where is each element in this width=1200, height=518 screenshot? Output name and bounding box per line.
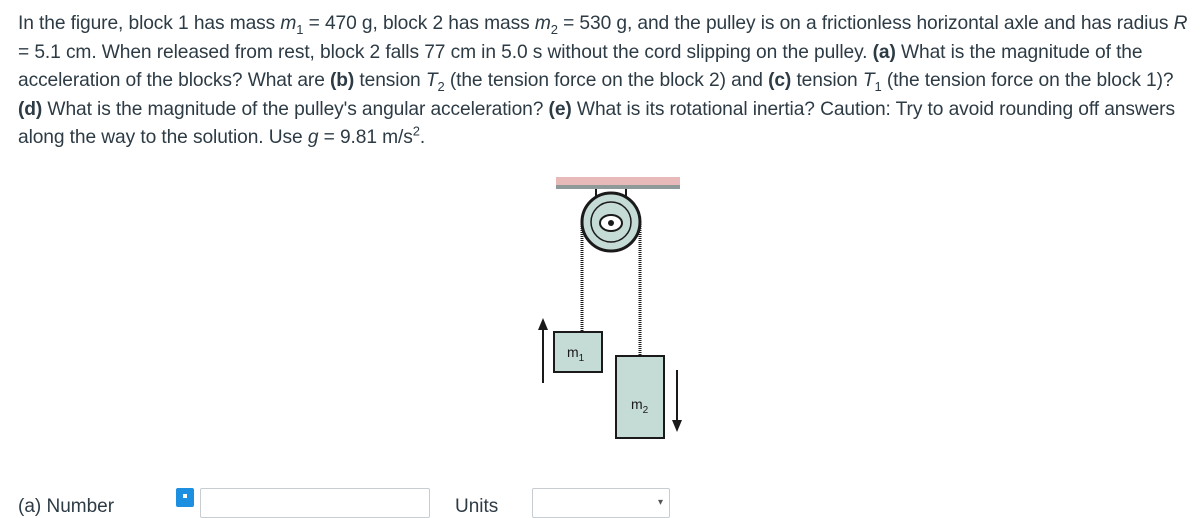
- info-icon[interactable]: [176, 488, 194, 507]
- problem-text: = 5.1 cm. When released from rest, block 2 falls 77 cm in 5.0 s without the cord slipping on the pulley.: [18, 41, 873, 63]
- pulley-axle: [608, 220, 614, 226]
- pulley-figure: [530, 170, 690, 445]
- subscript: 2: [437, 78, 445, 94]
- problem-statement: [18, 10, 1188, 153]
- problem-text: In the figure, block 1 has mass: [18, 13, 281, 34]
- part-d-label: (d): [18, 98, 43, 120]
- problem-text: (the tension force on the block 2) and: [444, 70, 769, 91]
- symbol-m1: m: [280, 13, 297, 34]
- problem-text: What is the magnitude of the acceleration of the blocks? What are: [18, 41, 1143, 91]
- part-e-label: (e): [548, 98, 572, 120]
- down-arrow-icon: [672, 420, 682, 432]
- units-select[interactable]: [532, 488, 670, 518]
- symbol-t1: T: [862, 70, 875, 91]
- problem-text: What is the magnitude of the pulley's angular acceleration?: [42, 98, 549, 120]
- problem-text: = 470 g, block 2 has mass: [303, 13, 535, 34]
- superscript: 2: [412, 123, 420, 139]
- part-a-number-label: (a) Number: [18, 496, 115, 517]
- part-a-label: (a): [872, 41, 896, 63]
- part-c-label: (c): [768, 70, 792, 91]
- problem-text: .: [419, 127, 426, 148]
- answer-row-a: [0, 488, 1200, 517]
- problem-text: tension: [354, 70, 426, 91]
- subscript: 1: [874, 78, 882, 94]
- units-label: Units: [455, 496, 499, 517]
- subscript: 2: [550, 21, 558, 37]
- problem-text: = 9.81 m/s: [318, 127, 413, 148]
- problem-text: (the tension force on the block 1)?: [881, 70, 1174, 91]
- number-input[interactable]: [200, 488, 430, 518]
- block-1-label: $m_1$: [567, 344, 585, 364]
- problem-text: tension: [791, 70, 863, 91]
- ceiling-bar: [556, 185, 680, 189]
- symbol-r: R: [1173, 13, 1188, 34]
- subscript: 1: [296, 21, 304, 37]
- symbol-g: g: [307, 127, 319, 148]
- part-b-label: (b): [330, 70, 355, 91]
- block-2-label: $m_2$: [631, 396, 649, 416]
- problem-text: = 530 g, and the pulley is on a frictionless horizontal axle and has radius: [557, 13, 1174, 34]
- symbol-m2: m: [534, 13, 551, 34]
- chevron-down-icon: ▾: [657, 497, 663, 508]
- symbol-t2: T: [425, 70, 438, 91]
- problem-text: What is its rotational inertia? Caution: Try to avoid rounding off answers along the way to the solution. Use: [18, 98, 1175, 148]
- pulley-diagram: [530, 170, 690, 445]
- up-arrow-icon: [538, 318, 548, 330]
